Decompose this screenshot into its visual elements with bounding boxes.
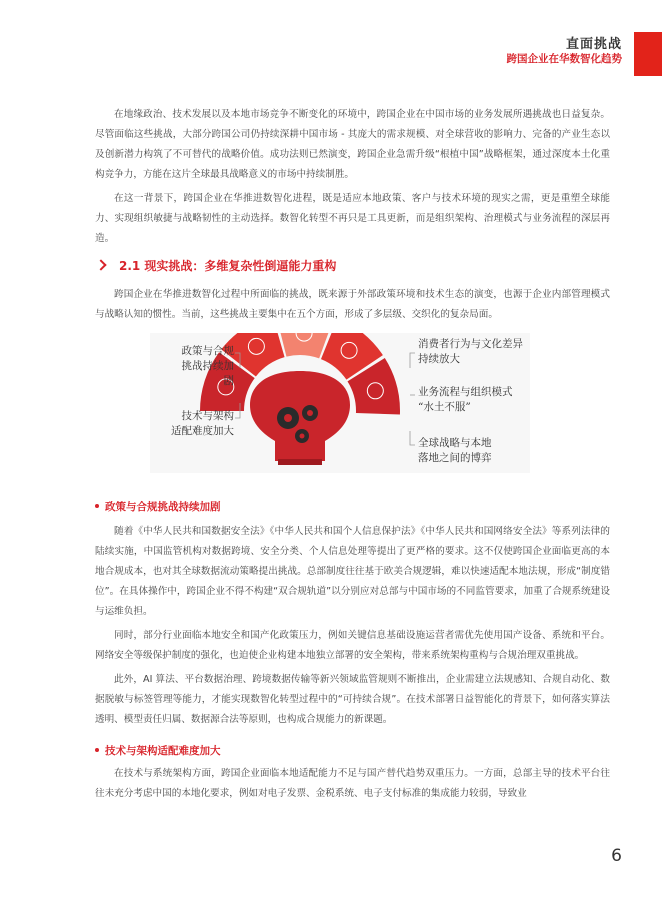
policy-paragraph-2: 同时，部分行业面临本地安全和国产化政策压力，例如关键信息基础设施运营者需优先使用国产设备、系统和平台。网络安全等级保护制度的强化，也迫使企业构建本地独立部署的安全架构，带来系统架构重构与合规治理双重挑战。 [95,630,610,661]
section-heading-text: 2.1 现实挑战：多维复杂性倒逼能力重构 [119,259,337,273]
label-consumer [418,337,523,367]
challenges-diagram [150,333,530,473]
tech-paragraph-1: 在技术与系统架构方面，跨国企业面临本地适配能力不足与国产替代趋势双重压力。一方面，总部主导的技术平台往往未充分考虑中国的本地化要求，例如对电子发票、金税系统、电子支付标准的集成能力较弱，导致业 [95,768,610,799]
header-title: 直面挑战 [565,37,622,52]
section-heading [95,257,336,274]
label-process-line1: 业务流程与组织模式 [418,386,513,398]
bullet-dot-icon [95,504,99,508]
label-tech [158,409,234,439]
lightbulb-base [278,459,322,465]
subsection-tech-heading-text: 技术与架构适配难度加大 [105,745,221,757]
label-strategy-line1: 全球战略与本地 [418,437,492,449]
label-consumer-line2: 持续放大 [418,353,460,365]
policy-paragraph-3: 此外，AI 算法、平台数据治理、跨境数据传输等新兴领域监管规则不断推出，企业需建立法规感知、合规自动化、数据脱敏与标签管理等能力，才能实现数智化转型过程中的“可持续合规”。在技术部署日益智能化的背景下，如何落实算法透明、模型责任归属、数据源合法等原则，也构成合规能力的新课题。 [95,674,610,725]
policy-paragraph-1: 随着《中华人民共和国数据安全法》《中华人民共和国个人信息保护法》《中华人民共和国网络安全法》等系列法律的陆续实施，中国监管机构对数据跨境、安全分类、个人信息处理等提出了更严格的要求。这不仅使跨国企业面临更高的本地合规成本，也对其全球数据流动策略提出挑战。总部制度往往基于欧美合规逻辑，难以快速适配本地法规，形成“制度错位”。在具体操作中，跨国企业不得不构建“双合规轨道”以分别应对总部与中国市场的不同监管要求，加重了合规系统建设与运维负担。 [95,526,610,617]
subsection-policy-heading [95,499,610,514]
label-strategy [418,436,492,466]
label-process [418,385,513,415]
subsection-policy [95,499,610,730]
subsection-policy-heading-text: 政策与合规挑战持续加剧 [105,501,221,513]
header-subtitle: 跨国企业在华数智化趋势 [506,53,622,65]
intro-paragraph-1: 在地缘政治、技术发展以及本地市场竞争不断变化的环境中，跨国企业在中国市场的业务发展所遇挑战也日益复杂。尽管面临这些挑战，大部分跨国公司仍持续深耕中国市场 - 其庞大的需求规模、对全球营收的影响力、完备的产业生态以及创新潜力构筑了不可替代的战略价值。成功法则已然演变，跨国企业急需升级“根植中国”战略框架，通过深度本土化重构竞争力，方能在这片全球最具战略意义的市场中持续制胜。 [95,109,610,180]
label-process-line2: “水土不服” [418,401,471,413]
label-consumer-line1: 消费者行为与文化差异 [418,338,523,350]
header-accent-bar [634,32,662,76]
page-number: 6 [611,846,622,866]
section-intro-block [95,285,610,325]
label-strategy-line2: 落地之间的博弈 [418,452,492,464]
intro-block [95,105,610,249]
subsection-tech-heading [95,743,610,758]
label-tech-line1: 技术与架构 [181,410,234,422]
label-policy-line2: 挑战持续加剧 [181,360,234,387]
chevron-right-icon [95,259,106,270]
label-policy [172,344,234,389]
label-policy-line1: 政策与合规 [181,345,234,357]
intro-paragraph-2: 在这一背景下，跨国企业在华推进数智化进程，既是适应本地政策、客户与技术环境的现实之需，更是重塑全球能力、实现组织敏捷与战略韧性的主动选择。数智化转型不再只是工具更新，而是组织架构、治理模式与业务流程的深层再造。 [95,193,610,244]
section-intro-paragraph: 跨国企业在华推进数智化过程中所面临的挑战，既来源于外部政策环境和技术生态的演变，也源于企业内部管理模式与战略认知的惯性。当前，这些挑战主要集中在五个方面，形成了多层级、交织化的复杂局面。 [95,289,610,320]
bullet-dot-icon [95,748,99,752]
subsection-tech [95,743,610,804]
label-tech-line2: 适配难度加大 [171,425,234,437]
